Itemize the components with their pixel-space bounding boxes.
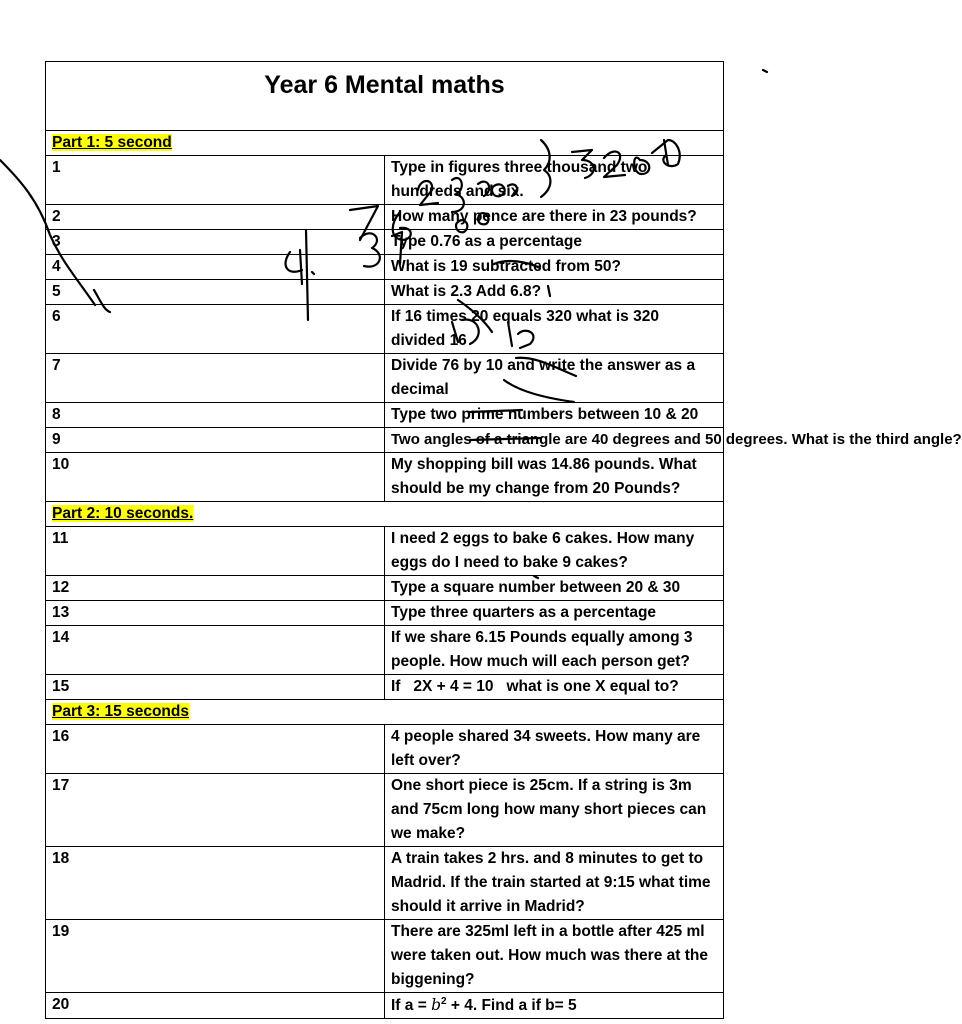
question-number: 17 [46,774,385,847]
exponent: 2 [441,995,447,1007]
question-number: 20 [46,993,385,1019]
question-text: I need 2 eggs to bake 6 cakes. How many eggs do I need to bake 9 cakes? [385,527,724,576]
table-row [46,920,724,993]
table-row [46,453,724,502]
table-row [46,774,724,847]
question-number: 5 [46,280,385,305]
table-row [46,403,724,428]
question-text: If 16 times 20 equals 320 what is 320 divided 16 [385,305,724,354]
question-text: Type in figures three thousand two hundreds and six. [385,156,724,205]
part-3-heading: Part 3: 15 seconds [52,703,189,720]
table-row [46,354,724,403]
table-row [46,993,724,1019]
table-row [46,205,724,230]
table-row [46,601,724,626]
question-number: 13 [46,601,385,626]
question-number: 2 [46,205,385,230]
variable-b: b [431,996,441,1014]
question-text: Type 0.76 as a percentage [385,230,724,255]
question-number: 7 [46,354,385,403]
question-text: Two angles of a triangle are 40 degrees and 50 degrees. What is the third angle? [385,428,724,453]
question-text: If 2X + 4 = 10 what is one X equal to? [385,675,724,700]
question-text: 4 people shared 34 sweets. How many are left over? [385,725,724,774]
ink-corner-mark [763,70,767,72]
question-text: What is 19 subtracted from 50? [385,255,724,280]
part-2-heading: Part 2: 10 seconds. [52,505,194,522]
table-row [46,675,724,700]
question-text: There are 325ml left in a bottle after 425 ml were taken out. How much was there at the biggening? [385,920,724,993]
part-header-row [46,131,724,156]
question-number: 9 [46,428,385,453]
table-row [46,847,724,920]
question-number: 16 [46,725,385,774]
table-row [46,305,724,354]
page-title: Year 6 Mental maths [46,62,724,131]
question-number: 10 [46,453,385,502]
question-number: 4 [46,255,385,280]
question-text: If $a = b^2 + 4$. Find a if b= 5 [385,993,724,1019]
title-row [46,62,724,131]
question-text: Divide 76 by 10 and write the answer as a decimal [385,354,724,403]
part-1-heading: Part 1: 5 second [52,134,172,151]
question-text: A train takes 2 hrs. and 8 minutes to get to Madrid. If the train started at 9:15 what time should it arrive in Madrid? [385,847,724,920]
part-header-row [46,700,724,725]
question-text: If we share 6.15 Pounds equally among 3 people. How much will each person get? [385,626,724,675]
part-header-row [46,502,724,527]
question-number: 15 [46,675,385,700]
table-row [46,626,724,675]
table-row [46,725,724,774]
question-number: 11 [46,527,385,576]
table-row [46,576,724,601]
question-number: 1 [46,156,385,205]
question-number: 12 [46,576,385,601]
question-number: 14 [46,626,385,675]
question-text: How many pence are there in 23 pounds? [385,205,724,230]
table-row [46,156,724,205]
table-row [46,527,724,576]
table-row [46,280,724,305]
table-row [46,428,724,453]
question-text: My shopping bill was 14.86 pounds. What should be my change from 20 Pounds? [385,453,724,502]
question-text: Type a square number between 20 & 30 [385,576,724,601]
question-number: 8 [46,403,385,428]
mental-maths-table [45,61,962,1019]
question-number: 18 [46,847,385,920]
question-number: 3 [46,230,385,255]
table-row [46,255,724,280]
question-text: Type two prime numbers between 10 & 20 [385,403,724,428]
table-row [46,230,724,255]
question-text: Type three quarters as a percentage [385,601,724,626]
question-text: What is 2.3 Add 6.8? [385,280,724,305]
question-number: 6 [46,305,385,354]
question-number: 19 [46,920,385,993]
question-text: One short piece is 25cm. If a string is 3m and 75cm long how many short pieces can we make? [385,774,724,847]
